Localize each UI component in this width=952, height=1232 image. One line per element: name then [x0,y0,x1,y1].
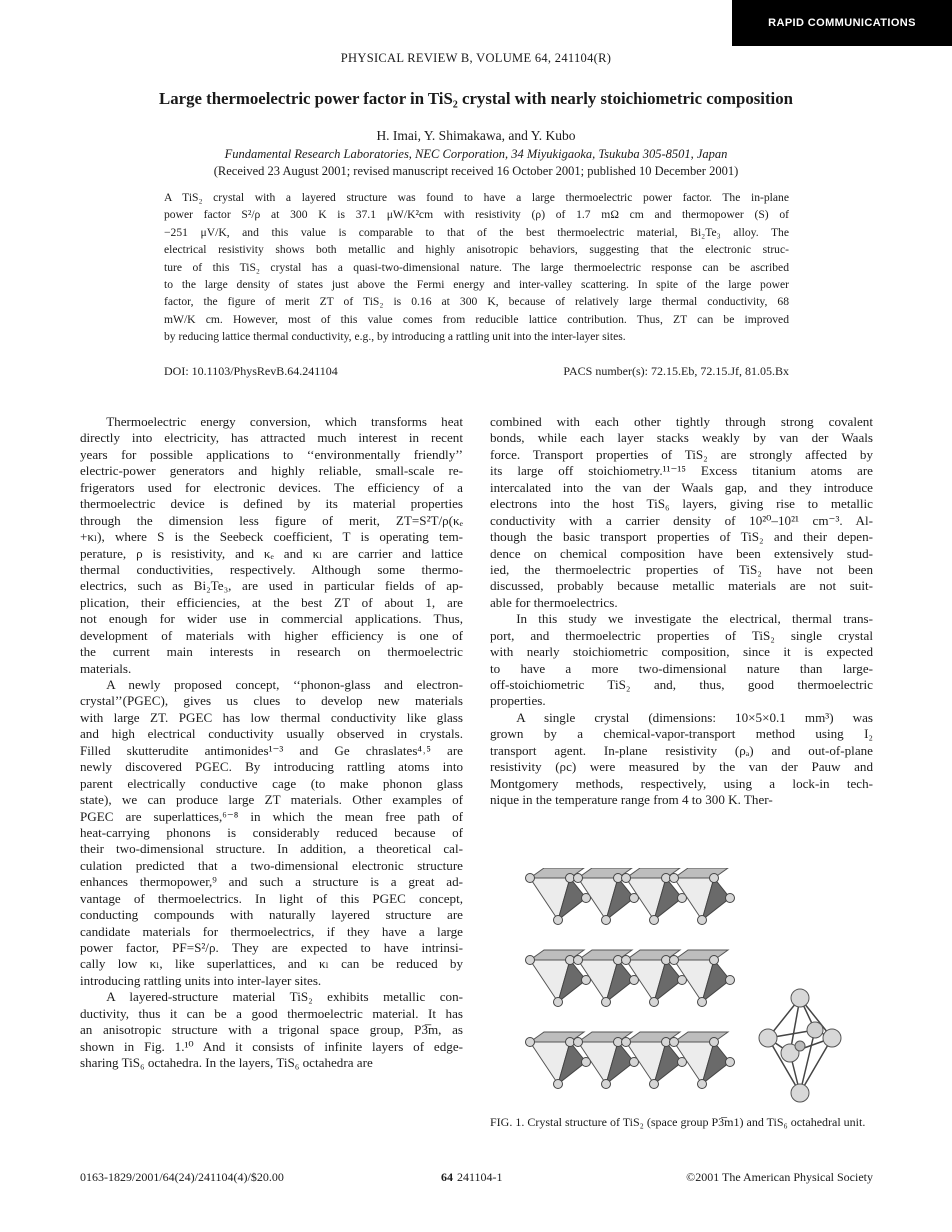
text-line: and high electrical conductivity usually observed in crystals. [80,726,463,742]
text-line: heat-carrying phonons is considerably reduced because of [80,824,463,840]
rapid-communications-badge: RAPID COMMUNICATIONS [732,0,952,46]
abstract-line: mW/K cm. However, most of this value comes from reducible lattice contribution. Thus, ZT can be improved [164,312,789,326]
abstract-line: electrical resistivity shows both metallic and highly anisotropic behaviors, suggesting that the electronic struc- [164,243,789,257]
text-line: +κₗ), where S is the Seebeck coefficient, T is operating tem- [80,529,463,545]
text-line: dence on chemical composition have been extensively stud- [490,545,873,561]
text-line: conducting compounds with naturally layered structure are [80,907,463,923]
text-line: intercalated into the van der Waals gap, and they introduce [490,479,873,495]
text-line: properties. [490,693,546,709]
text-line: not enough for wider use in commercial applications. Thus, [80,611,463,627]
left-column [80,414,463,1072]
text-line: perature, ρ is resistivity, and κₑ and κₗ are carrier and lattice [80,545,463,561]
text-line: Thermoelectric energy conversion, which transforms heat [80,414,463,429]
text-line: power factor, PF=S²/ρ. They are expected to have intrinsi- [80,940,463,955]
text-line: transport agent. In-plane resistivity (ρₐ) and out-of-plane [490,742,873,758]
text-line: grown by a chemical-vapor-transport method using I₂ [490,726,873,742]
text-line: PGEC are superlattices,⁶⁻⁸ in which the mean free path of [80,808,463,824]
text-line: force. Transport properties of TiS₂ are strongly affected by [490,446,873,462]
footer-copyright: ©2001 The American Physical Society [686,1170,873,1184]
text-line: introducing rattling units into inter-layer sites. [80,972,322,988]
text-line: with large ZT. PGEC has low thermal conductivity like glass [80,709,463,725]
text-line: electrons into the host TiS₆ layers, giving rise to metallic [490,496,873,512]
article-title: Large thermoelectric power factor in TiS₂ crystal with nearly stoichiometric composition [159,89,793,108]
text-line: conductivity with a carrier density of 10²⁰–10²¹ cm⁻³. Al- [490,512,873,528]
doi-link[interactable]: DOI: 10.1103/PhysRevB.64.241104 [164,364,338,378]
text-line: nique in the temperature range from 4 to 300 K. Ther- [490,792,773,808]
pacs-numbers: PACS number(s): 72.15.Eb, 72.15.Jf, 81.05.Bx [563,364,789,378]
text-line: an anisotropic structure with a trigonal space group, P3̅m, as [80,1022,463,1038]
figure-caption: FIG. 1. Crystal structure of TiS₂ (space group P3̅m1) and TiS₆ octahedral unit. [490,1115,866,1129]
text-line: electrics, such as Bi₂Te₃, are used in particular fields of ap- [80,578,463,594]
octahedral-unit [759,989,841,1102]
text-line: Montgomery methods, respectively, using a lock-in tech- [490,775,873,791]
text-line: though the basic transport properties of TiS₂ and their depen- [490,529,873,545]
text-line: shown in Fig. 1.¹⁰ And it consists of infinite layers of edge- [80,1038,463,1054]
text-line: newly discovered PGEC. By introducing rattling atoms into [80,759,463,775]
text-line: sharing TiS₆ octahedra. In the layers, TiS₆ octahedra are [80,1055,373,1071]
text-line: directly into electricity, has attracted much interest in recent [80,430,463,446]
text-line: vantage of thermoelectrics. In light of this PGEC concept, [80,890,463,906]
text-line: with nearly stoichiometric composition, since it is expected [490,644,873,660]
received-dates: (Received 23 August 2001; revised manuscript received 16 October 2001; published 10 December 2001) [213,164,739,178]
text-line: enhances thermopower,⁹ and such a structure is a great ad- [80,874,463,890]
layered-octahedra-structure [526,868,735,1089]
text-line: thermal conductivities, respectively. Although some thermo- [80,561,463,577]
text-line: A single crystal (dimensions: 10×5×0.1 mm³) was [490,709,873,725]
authors: H. Imai, Y. Shimakawa, and Y. Kubo [376,128,576,143]
crystal-structure-figure [520,868,890,1108]
text-line: through the dimension less figure of merit, ZT=S²T/ρ(κₑ [80,512,463,528]
text-line: bonds, while each layer stacks weakly by van der Waals [490,430,873,446]
abstract-line: power factor S²/ρ at 300 K is 37.1 μW/K²cm with resistivity (ρ) of 1.7 mΩ cm and thermopower (S) of [164,208,789,222]
text-line: their two-dimensional structure. In addition, a theoretical cal- [80,841,463,857]
text-line: frigerators used for electronic devices. The efficiency of a [80,479,463,495]
text-line: materials. [80,660,132,676]
text-line: to have a more two-dimensional nature than large- [490,660,873,676]
abstract-line: A TiS₂ crystal with a layered structure was found to have a large thermoelectric power factor. The in-plane [164,191,789,204]
text-line: cally low κₗ, like superlattices, and κₗ can be reduced by [80,956,463,972]
footer-page [441,1170,503,1185]
text-line: resistivity (ρc) were measured by the van der Pauw and [490,759,873,775]
abstract-line: −251 μV/K, and this value is comparable to that of the best thermoelectric material, Bi₂Te₃ alloy. The [164,225,789,239]
text-line: culation predicted that a two-dimensional electronic structure [80,857,463,873]
right-column [490,414,873,809]
text-line: Filled skutterudite antimonides¹⁻³ and Ge chraslates⁴˒⁵ are [80,742,463,758]
text-line: crystal’’(PGEC), gives us clues to develop new materials [80,693,463,709]
text-line: candidate materials for thermoelectrics, if they have a large [80,923,463,939]
abstract-line: factor, the figure of merit ZT of TiS₂ is 0.16 at 300 K, because of relatively large thermal conductivity, 68 [164,295,789,309]
text-line: discussed, probably because metallic materials are not suit- [490,578,873,594]
footer-page-number: 241104-1 [457,1170,503,1184]
text-line: port, and thermoelectric properties of TiS₂ single crystal [490,627,873,643]
text-line: electric-power generators and highly reliable, small-scale re- [80,463,463,479]
text-line: years for possible applications to ‘‘environmentally friendly’’ [80,446,463,462]
text-line: In this study we investigate the electrical, thermal trans- [490,611,873,627]
text-line: A layered-structure material TiS₂ exhibits metallic con- [80,989,463,1005]
text-line: A newly proposed concept, ‘‘phonon-glass and electron- [80,677,463,692]
abstract-line: to the large density of states just above the Fermi energy and inter-valley scattering. In spite of the large power [164,278,789,292]
footer-issn: 0163-1829/2001/64(24)/241104(4)/$20.00 [80,1170,284,1184]
text-line: development of materials with higher efficiency is one of [80,627,463,643]
text-line: ductivity, thus it can be a good thermoelectric material. It has [80,1005,463,1021]
text-line: ied, the thermoelectric properties of TiS₂ have not been [490,561,873,577]
abstract-line: by reducing lattice thermal conductivity, e.g., by introducing a rattling unit into the inter-layer sites. [164,330,626,344]
footer-volume: 64 [441,1170,453,1184]
text-line: state), we can produce large ZT materials. Other examples of [80,792,463,808]
journal-header: PHYSICAL REVIEW B, VOLUME 64, 241104(R) [340,51,612,65]
text-line: the current main interests in research on thermoelectric [80,644,463,660]
abstract-line: ture of this TiS₂ crystal has a quasi-two-dimensional nature. The large thermoelectric response can be ascribed [164,260,789,274]
text-line: combined with each other tightly through strong covalent [490,414,873,429]
text-line: its large off stoichiometry.¹¹⁻¹⁵ Excess titanium atoms are [490,463,873,479]
text-line: off-stoichiometric TiS₂ and, thus, good thermoelectric [490,677,873,692]
text-line: plication, their efficiencies, at the best ZT of about 1, are [80,594,463,610]
abstract [164,189,789,346]
text-line: parent electrically conductive cage (to make phonon glass [80,775,463,791]
text-line: able for thermoelectrics. [490,594,618,610]
text-line: thermoelectric device is defined by its material properties [80,496,463,512]
affiliation: Fundamental Research Laboratories, NEC Corporation, 34 Miyukigaoka, Tsukuba 305-8501, Japan [224,147,728,161]
